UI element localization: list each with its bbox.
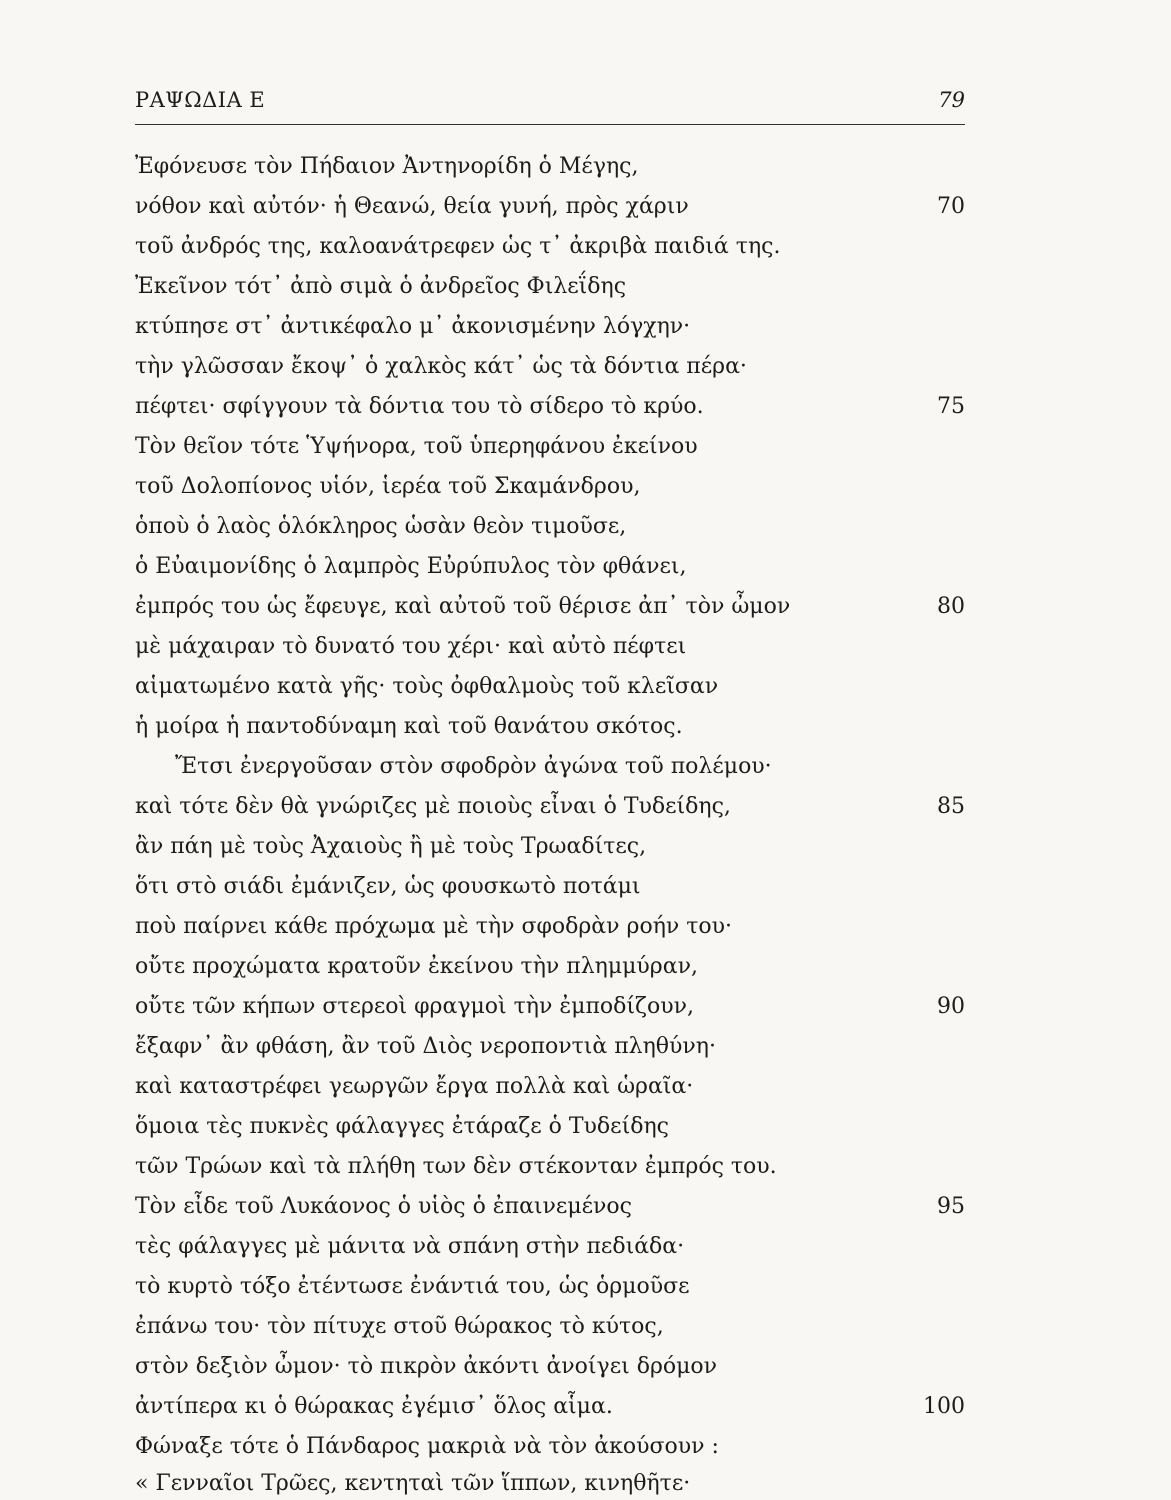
verse-line — [135, 1067, 965, 1107]
verse-text: ἔξαφν᾽ ἂν φθάση, ἂν τοῦ Διὸς νεροποντιὰ πληθύνη· — [135, 1034, 716, 1059]
verse-line — [135, 307, 965, 347]
verse-text: Ἐφόνευσε τὸν Πήδαιον Ἀντηνορίδη ὁ Μέγης, — [135, 154, 639, 179]
verse-text: ὁποὺ ὁ λαὸς ὁλόκληρος ὡσὰν θεὸν τιμοῦσε, — [135, 514, 627, 539]
verse-line — [135, 1267, 965, 1307]
verse-line — [135, 587, 965, 627]
verse-text: τὲς φάλαγγες μὲ μάνιτα νὰ σπάνη στὴν πεδιάδα· — [135, 1234, 685, 1259]
verse-text: αἱματωμένο κατὰ γῆς· τοὺς ὀφθαλμοὺς τοῦ κλεῖσαν — [135, 674, 719, 699]
line-number: 90 — [937, 994, 965, 1019]
verse-text: ὁ Εὐαιμονίδης ὁ λαμπρὸς Εὐρύπυλος τὸν φθάνει, — [135, 554, 687, 579]
verse-line — [135, 947, 965, 987]
verse-line — [135, 827, 965, 867]
running-head: ΡΑΨΩΔΙΑ Ε — [135, 88, 266, 112]
verse-text: τὸ κυρτὸ τόξο ἐτέντωσε ἐνάντιά του, ὡς ὁρμοῦσε — [135, 1274, 690, 1299]
verse-text: ποὺ παίρνει κάθε πρόχωμα μὲ τὴν σφοδρὰν ροήν του· — [135, 914, 733, 939]
verse-line — [135, 387, 965, 427]
line-number: 80 — [937, 594, 965, 619]
page-number: 79 — [938, 88, 965, 112]
verse-text: ἂν πάη μὲ τοὺς Ἀχαιοὺς ἢ μὲ τοὺς Τρωαδίτες, — [135, 834, 647, 859]
verse-text: μὲ μάχαιραν τὸ δυνατό του χέρι· καὶ αὐτὸ πέφτει — [135, 634, 687, 659]
verse-line — [135, 347, 965, 387]
verse-text: καὶ τότε δὲν θὰ γνώριζες μὲ ποιοὺς εἶναι ὁ Τυδείδης, — [135, 794, 731, 819]
line-number: 70 — [937, 194, 965, 219]
verse-text: καὶ καταστρέφει γεωργῶν ἔργα πολλὰ καὶ ὡραῖα· — [135, 1074, 694, 1099]
verse-text: τὴν γλῶσσαν ἔκοψ᾽ ὁ χαλκὸς κάτ᾽ ὡς τὰ δόντια πέρα· — [135, 354, 747, 379]
verse-line — [135, 1227, 965, 1267]
verse-text: τοῦ Δολοπίονος υἱόν, ἱερέα τοῦ Σκαμάνδρου, — [135, 474, 641, 499]
verse-line — [135, 787, 965, 827]
verse-text: Ἔτσι ἐνεργοῦσαν στὸν σφοδρὸν ἀγώνα τοῦ πολέμου· — [175, 754, 772, 779]
verse-text: « Γενναῖοι Τρῶες, κεντηταὶ τῶν ἵππων, κινηθῆτε· — [135, 1471, 691, 1496]
verse-line — [135, 467, 965, 507]
verse-line — [135, 1387, 965, 1427]
verse-text: Φώναξε τότε ὁ Πάνδαρος μακριὰ νὰ τὸν ἀκούσουν : — [135, 1434, 719, 1459]
line-number: 75 — [937, 394, 965, 419]
verse-text: πέφτει· σφίγγουν τὰ δόντια του τὸ σίδερο τὸ κρύο. — [135, 394, 704, 419]
verse-text: ἡ μοίρα ἡ παντοδύναμη καὶ τοῦ θανάτου σκότος. — [135, 714, 683, 739]
verse-text: στὸν δεξιὸν ὦμον· τὸ πικρὸν ἀκόντι ἀνοίγει δρόμον — [135, 1354, 718, 1379]
line-number: 100 — [923, 1394, 965, 1419]
verse-text: κτύπησε στ᾽ ἀντικέφαλο μ᾽ ἀκονισμένην λόγχην· — [135, 314, 691, 339]
header-rule — [135, 124, 965, 125]
verse-line — [135, 867, 965, 907]
verse-text: οὔτε προχώματα κρατοῦν ἐκείνου τὴν πλημμύραν, — [135, 954, 698, 979]
verse-line — [135, 987, 965, 1027]
verse-line — [135, 1147, 965, 1187]
line-number: 95 — [937, 1194, 965, 1219]
verse-line — [135, 427, 965, 467]
verse-line — [135, 1347, 965, 1387]
verse-line — [135, 147, 965, 187]
verse-line — [135, 1187, 965, 1227]
verse-line — [135, 507, 965, 547]
verse-text: Τὸν εἶδε τοῦ Λυκάονος ὁ υἱὸς ὁ ἐπαινεμένος — [135, 1194, 632, 1219]
verse-text: ἐμπρός του ὡς ἔφευγε, καὶ αὐτοῦ τοῦ θέρισε ἀπ᾽ τὸν ὦμον — [135, 594, 791, 619]
verse-text: Τὸν θεῖον τότε Ὑψήνορα, τοῦ ὑπερηφάνου ἐκείνου — [135, 434, 698, 459]
verse-line — [135, 707, 965, 747]
line-number: 85 — [937, 794, 965, 819]
verse-text: Ἐκεῖνον τότ᾽ ἀπὸ σιμὰ ὁ ἀνδρεῖος Φιλεΐδης — [135, 274, 627, 299]
verse-text: ἀντίπερα κι ὁ θώρακας ἐγέμισ᾽ ὅλος αἷμα. — [135, 1394, 613, 1419]
verse-line — [135, 1467, 965, 1500]
verse-line — [135, 1027, 965, 1067]
verse-line — [135, 1427, 965, 1467]
verse-text: οὔτε τῶν κήπων στερεοὶ φραγμοὶ τὴν ἐμποδίζουν, — [135, 994, 694, 1019]
verse-text: ἐπάνω του· τὸν πίτυχε στοῦ θώρακος τὸ κύτος, — [135, 1314, 664, 1339]
verse-text: ὅτι στὸ σιάδι ἐμάνιζεν, ὡς φουσκωτὸ ποτάμι — [135, 874, 641, 899]
verse-line — [135, 1307, 965, 1347]
verse-text: ὅμοια τὲς πυκνὲς φάλαγγες ἐτάραζε ὁ Τυδείδης — [135, 1114, 669, 1139]
verse-line — [135, 667, 965, 707]
verse-line — [135, 547, 965, 587]
verse-line — [135, 267, 965, 307]
verse-line — [135, 1107, 965, 1147]
verse-text: τοῦ ἀνδρός της, καλοανάτρεφεν ὡς τ᾽ ἀκριβὰ παιδιά της. — [135, 234, 781, 259]
verse-line — [135, 227, 965, 267]
verse-line — [135, 627, 965, 667]
verse-line — [135, 747, 965, 787]
verse-text: τῶν Τρώων καὶ τὰ πλήθη των δὲν στέκονταν ἐμπρός του. — [135, 1154, 777, 1179]
verse-line — [135, 907, 965, 947]
verse-text: νόθον καὶ αὐτόν· ἡ Θεανώ, θεία γυνή, πρὸς χάριν — [135, 194, 689, 219]
verse-line — [135, 187, 965, 227]
